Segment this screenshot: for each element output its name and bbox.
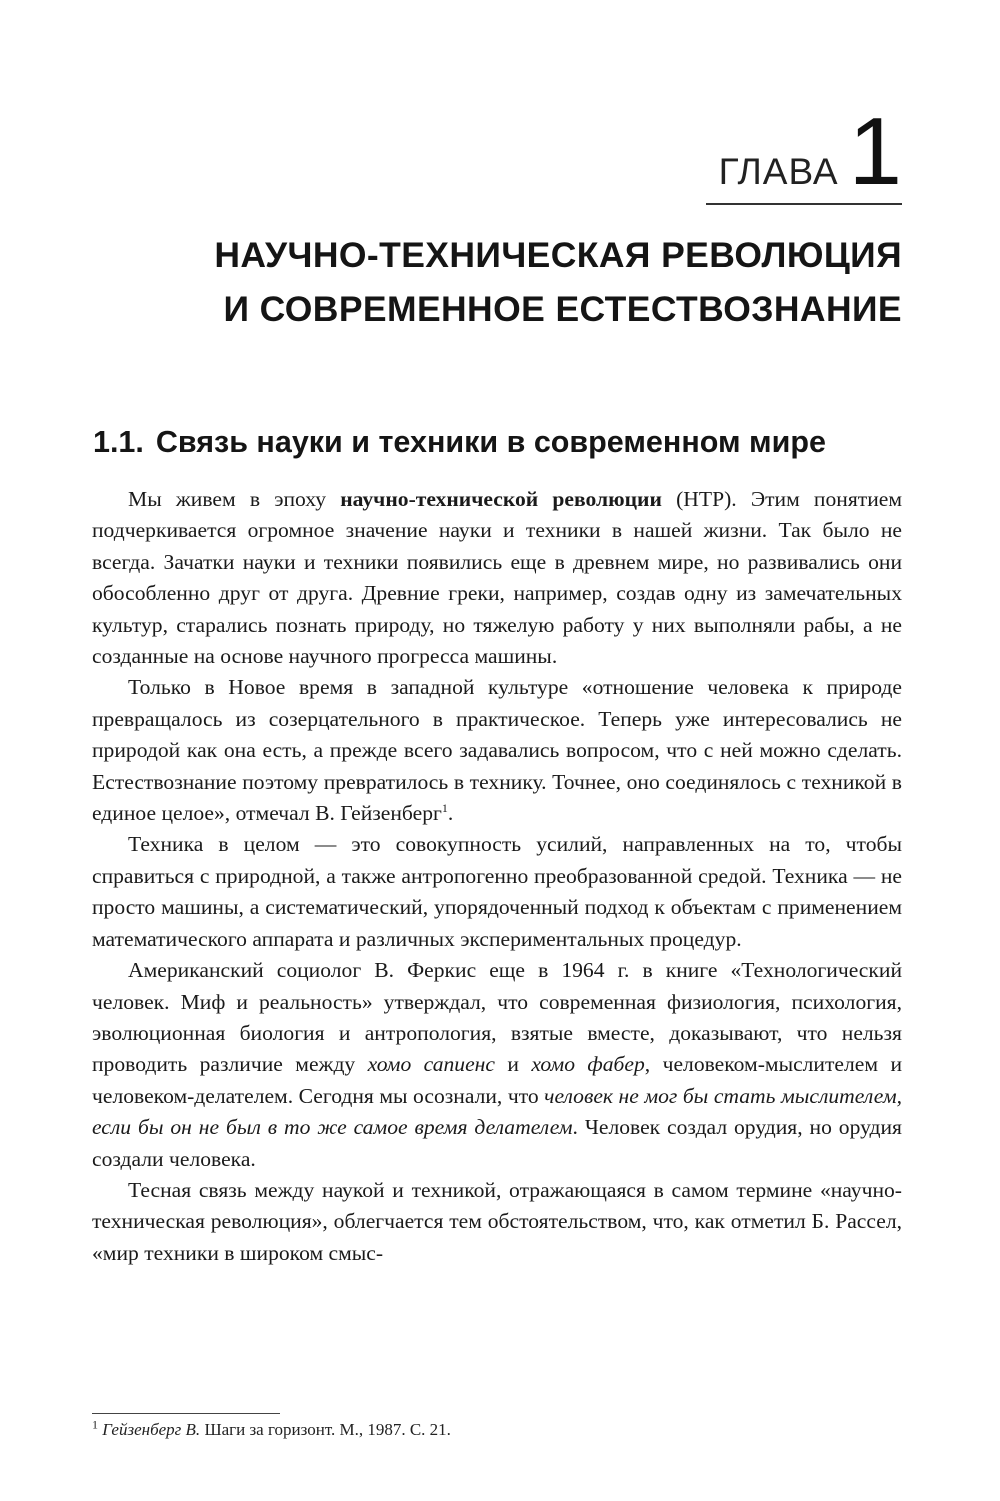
- paragraph-3: Техника в целом — это совокупность усилий, направленных на то, чтобы справиться с природной, а также антропогенно преобразованной средой. Техника — не просто машины, а систематический, упорядоченный подход к объектам с применением математического аппарата и различных экспериментальных процедур.: [92, 832, 902, 951]
- body-text: [92, 484, 902, 1269]
- paragraph-5: Тесная связь между наукой и техникой, отражающаяся в самом термине «научно-техническая революция», облегчается тем обстоятельством, что, как отметил Б. Рассел, «мир техники в широком смыс-: [92, 1177, 902, 1265]
- paragraph-4-text-d: . Человек создал орудия, но орудия создали человека.: [92, 1115, 902, 1171]
- paragraph-4-italic-2: хомо фабер: [531, 1052, 645, 1077]
- paragraph-4: [92, 955, 902, 1175]
- footnote-text: Шаги за горизонт. М., 1987. С. 21.: [200, 1420, 451, 1439]
- paragraph-1-text-a: Мы живем в эпоху: [128, 487, 341, 511]
- section-title-text: Связь науки и техники в современном мире: [155, 425, 826, 459]
- paragraph-2-end: .: [447, 801, 454, 826]
- footnote-rule: [92, 1413, 280, 1414]
- chapter-rule: [706, 203, 902, 205]
- paragraph-4-text-b: и: [494, 1052, 532, 1077]
- chapter-label: ГЛАВА: [718, 151, 839, 192]
- paragraph-4-text-a: Американский социолог В. Феркис еще в 1964 г. в книге «Технологический человек. Миф и реальность» утверждал, что современная физиология, психология, эволюционная биология и антропология, взятые вместе, доказывают, что нельзя проводить различие между: [92, 958, 902, 1077]
- chapter-title-line-1: НАУЧНО-ТЕХНИЧЕСКАЯ РЕВОЛЮЦИЯ: [214, 235, 902, 275]
- footnote-author: Гейзенберг В.: [102, 1420, 201, 1439]
- section-title: [93, 420, 913, 464]
- paragraph-4-text-c: , человеком-мыслителем и человеком-делателем. Сегодня мы осознали, что: [92, 1052, 903, 1108]
- chapter-title-line-2: И СОВРЕМЕННОЕ ЕСТЕСТВОЗНАНИЕ: [223, 289, 902, 329]
- chapter-heading: [702, 98, 902, 205]
- paragraph-4-italic-1: хомо сапиенс: [367, 1052, 495, 1077]
- footnote-reference[interactable]: 1: [441, 800, 448, 815]
- chapter-title: [82, 228, 902, 336]
- paragraph-1-bold-term: научно-технической революции: [340, 487, 662, 511]
- footnote: [92, 1418, 902, 1442]
- paragraph-1: [92, 484, 902, 672]
- paragraph-4-italic-3: человек не мог бы стать мыслителем, если бы он не был в то же самое время делателем: [92, 1083, 902, 1140]
- paragraph-1-text-b: (НТР). Этим понятием подчеркивается огромное значение науки и техники в нашей жизни. Так было не всегда. Зачатки науки и техники появились еще в древнем мире, но развивались они обособленно друг от друга. Древние греки, например, создав одну из замечательных культур, старались познать природу, но тяжелую работу у них выполняли рабы, а не созданные на основе научного прогресса машины.: [92, 487, 902, 669]
- chapter-number: 1: [848, 98, 902, 205]
- section-number: 1.1.: [93, 425, 144, 459]
- paragraph-2: [92, 672, 902, 829]
- paragraph-2-text: Только в Новое время в западной культуре «отношение человека к природе превращалось из созерцательного в практическое. Теперь уже интересовались не природой как она есть, а прежде всего задавались вопросом, что с ней можно сделать. Естествознание поэтому превратилось в технику. Точнее, оно соединялось с техникой в единое целое», отмечал В. Гейзенберг: [92, 675, 902, 826]
- footnote-mark: 1: [92, 1417, 98, 1432]
